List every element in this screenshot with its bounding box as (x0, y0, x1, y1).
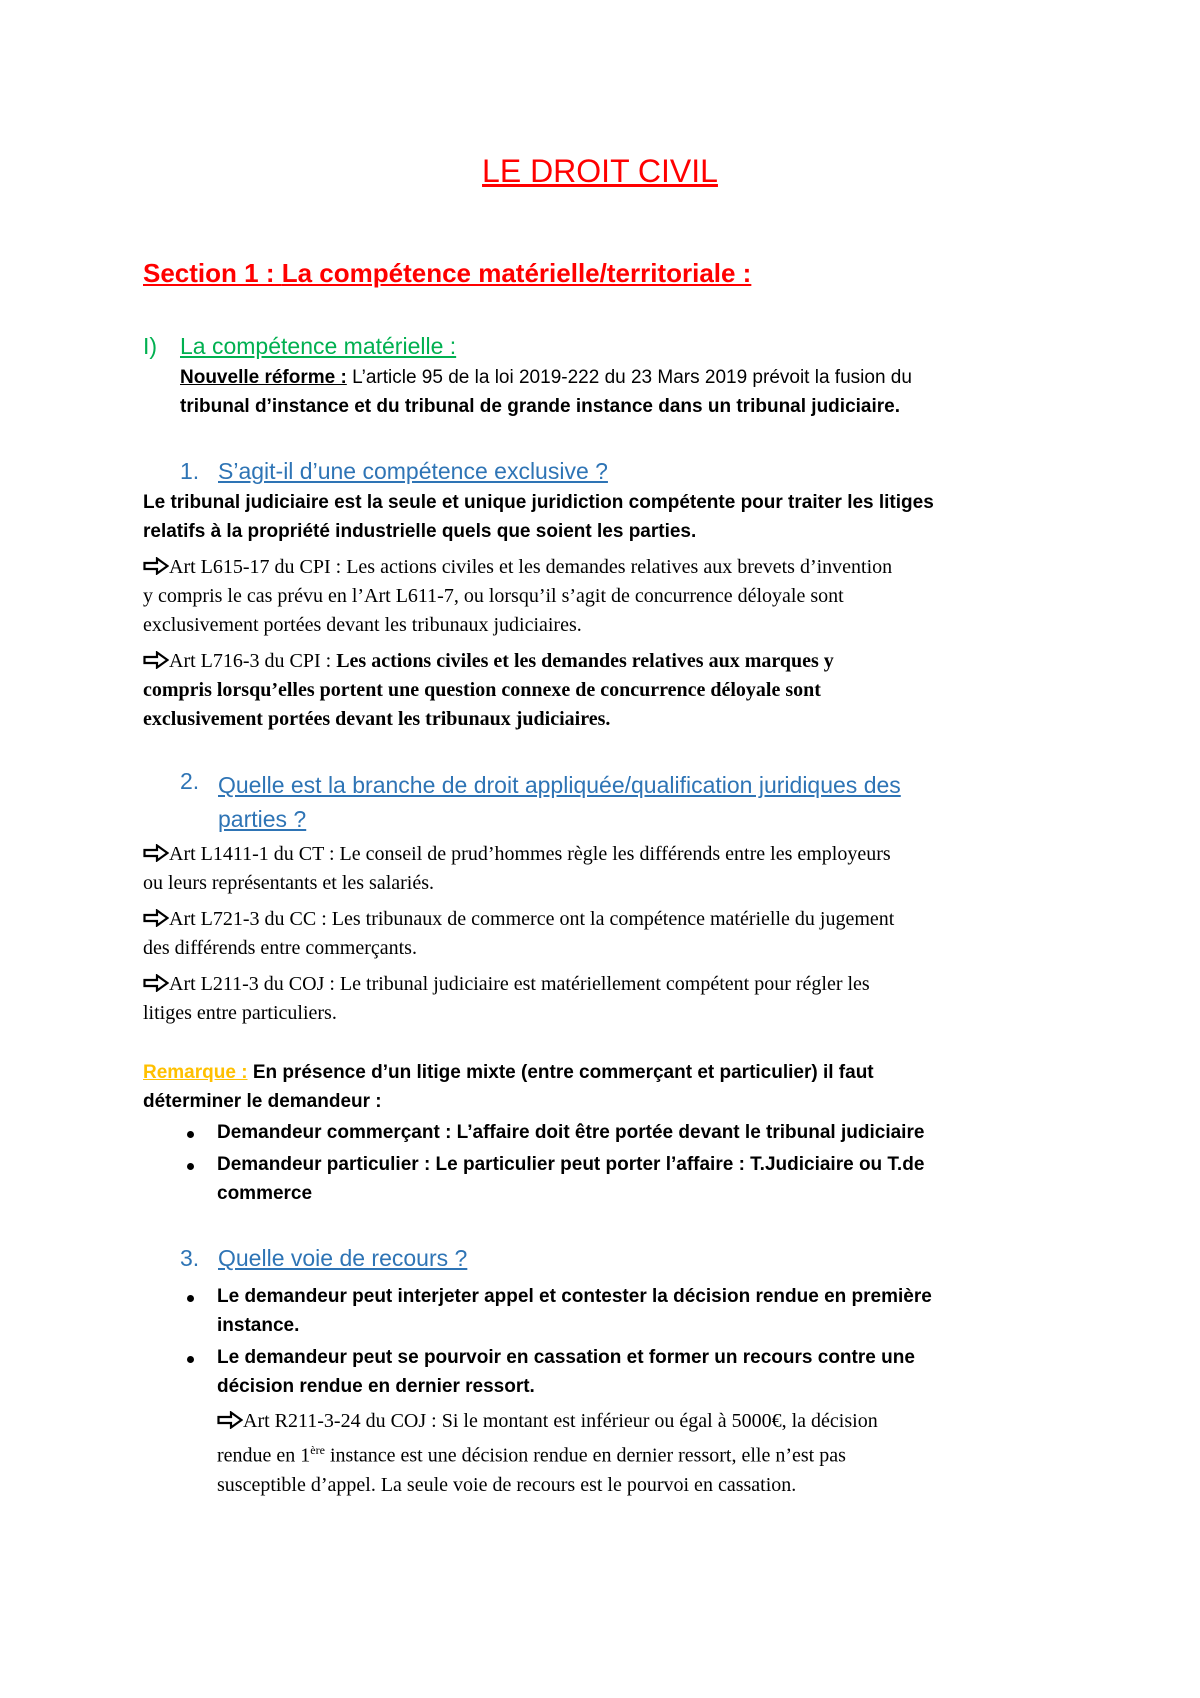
reform-paragraph (180, 363, 1080, 421)
remark-line-2: déterminer le demandeur : (143, 1091, 382, 1112)
article-l721-3-line-2: des différends entre commerçants. (143, 937, 417, 959)
article-l615-17-line-1: Art L615-17 du CPI : Les actions civiles et les demandes relatives aux brevets d’invention (169, 556, 893, 578)
remark-bullet-2-line-1: Demandeur particulier : Le particulier peut porter l’affaire : T.Judiciaire ou T.de (217, 1154, 925, 1175)
remark-bullet-2 (217, 1150, 1097, 1208)
article-r211-3-24-line-2-pre: rendue en 1 (217, 1444, 311, 1467)
question-1-para-line-2: relatifs à la propriété industrielle quels que soient les parties. (143, 521, 697, 542)
bullet-icon (187, 1356, 194, 1363)
recourse-bullet-1-line-2: instance. (217, 1315, 300, 1336)
article-l1411-1-line-1: Art L1411-1 du CT : Le conseil de prud’hommes règle les différends entre les employeurs (169, 843, 891, 865)
section-1-heading (143, 258, 751, 289)
article-r211-3-24-line-1: Art R211-3-24 du COJ : Si le montant est inférieur ou égal à 5000€, la décision (243, 1410, 878, 1432)
question-1-heading: S’agit-il d’une compétence exclusive ? (218, 458, 608, 484)
question-2-heading-line-1: Quelle est la branche de droit appliquée/qualification juridiques des (218, 772, 901, 798)
article-r211-3-24-line-3: susceptible d’appel. La seule voie de recours est le pourvoi en cassation. (217, 1473, 797, 1496)
question-2-heading (218, 768, 901, 836)
right-arrow-icon (143, 651, 169, 669)
article-l716-3-line-3: exclusivement portées devant les tribunaux judiciaires. (143, 708, 611, 730)
article-l721-3-line-1: Art L721-3 du CC : Les tribunaux de commerce ont la compétence matérielle du jugement (169, 908, 895, 930)
reform-line-1: L’article 95 de la loi 2019-222 du 23 Mars 2019 prévoit la fusion du (352, 367, 912, 388)
question-2-heading-line-2: parties ? (218, 806, 307, 832)
recourse-bullet-2-line-1: Le demandeur peut se pourvoir en cassation et former un recours contre une (217, 1347, 915, 1368)
article-l615-17-line-2: y compris le cas prévu en l’Art L611-7, ou lorsqu’il s’agit de concurrence déloyale sont (143, 585, 844, 607)
article-l716-3-line-1: Les actions civiles et les demandes relatives aux marques y (336, 650, 834, 672)
document-title: LE DROIT CIVIL (482, 153, 718, 189)
article-l716-3-line-2: compris lorsqu’elles portent une question connexe de concurrence déloyale sont (143, 679, 821, 701)
part-1-marker: I) (143, 333, 158, 359)
article-l211-3-line-1: Art L211-3 du COJ : Le tribunal judiciaire est matériellement compétent pour régler les (169, 973, 870, 995)
article-l615-17 (143, 553, 1093, 640)
article-l1411-1 (143, 840, 1093, 898)
reform-label: Nouvelle réforme : (180, 367, 347, 388)
remark-label: Remarque : (143, 1062, 248, 1083)
article-l211-3 (143, 970, 1093, 1028)
article-l721-3 (143, 905, 1093, 963)
bullet-icon (187, 1131, 194, 1138)
right-arrow-icon (143, 557, 169, 575)
article-l716-3 (143, 647, 1093, 734)
article-l615-17-line-3: exclusivement portées devant les tribunaux judiciaires. (143, 614, 582, 636)
right-arrow-icon (217, 1411, 243, 1429)
remark-bullet-1: Demandeur commerçant : L’affaire doit être portée devant le tribunal judiciaire (217, 1122, 925, 1143)
section-1-text: La compétence matérielle/territoriale : (281, 258, 752, 288)
right-arrow-icon (143, 909, 169, 927)
right-arrow-icon (143, 974, 169, 992)
article-l1411-1-line-2: ou leurs représentants et les salariés. (143, 872, 435, 894)
question-1-paragraph (143, 488, 1093, 546)
right-arrow-icon (143, 844, 169, 862)
remark-paragraph (143, 1058, 1093, 1116)
recourse-bullet-1-line-1: Le demandeur peut interjeter appel et contester la décision rendue en première (217, 1286, 932, 1307)
question-3-heading: Quelle voie de recours ? (218, 1245, 468, 1271)
recourse-bullet-1 (217, 1282, 1097, 1340)
article-r211-3-24-superscript: ère (310, 1443, 325, 1457)
bullet-icon (187, 1295, 194, 1302)
recourse-bullet-2 (217, 1343, 1097, 1401)
question-3-number: 3. (180, 1245, 200, 1271)
article-l716-3-ref: Art L716-3 du CPI : (169, 650, 332, 672)
remark-bullet-2-line-2: commerce (217, 1183, 313, 1204)
question-1-number: 1. (180, 458, 200, 484)
article-r211-3-24-line-2-post: instance est une décision rendue en dernier ressort, elle n’est pas (324, 1444, 846, 1467)
article-l211-3-line-2: litiges entre particuliers. (143, 1002, 337, 1024)
reform-line-2: tribunal d’instance et du tribunal de grande instance dans un tribunal judiciaire. (180, 396, 900, 417)
recourse-bullet-2-line-2: décision rendue en dernier ressort. (217, 1376, 535, 1397)
article-r211-3-24 (217, 1407, 1097, 1500)
part-1-heading: La compétence matérielle : (180, 333, 457, 359)
question-2-number: 2. (180, 768, 200, 794)
question-1-para-line-1: Le tribunal judiciaire est la seule et unique juridiction compétente pour traiter les litiges (143, 492, 934, 513)
bullet-icon (187, 1163, 194, 1170)
section-1-label: Section 1 : (143, 258, 275, 288)
remark-line-1: En présence d’un litige mixte (entre commerçant et particulier) il faut (252, 1062, 874, 1083)
